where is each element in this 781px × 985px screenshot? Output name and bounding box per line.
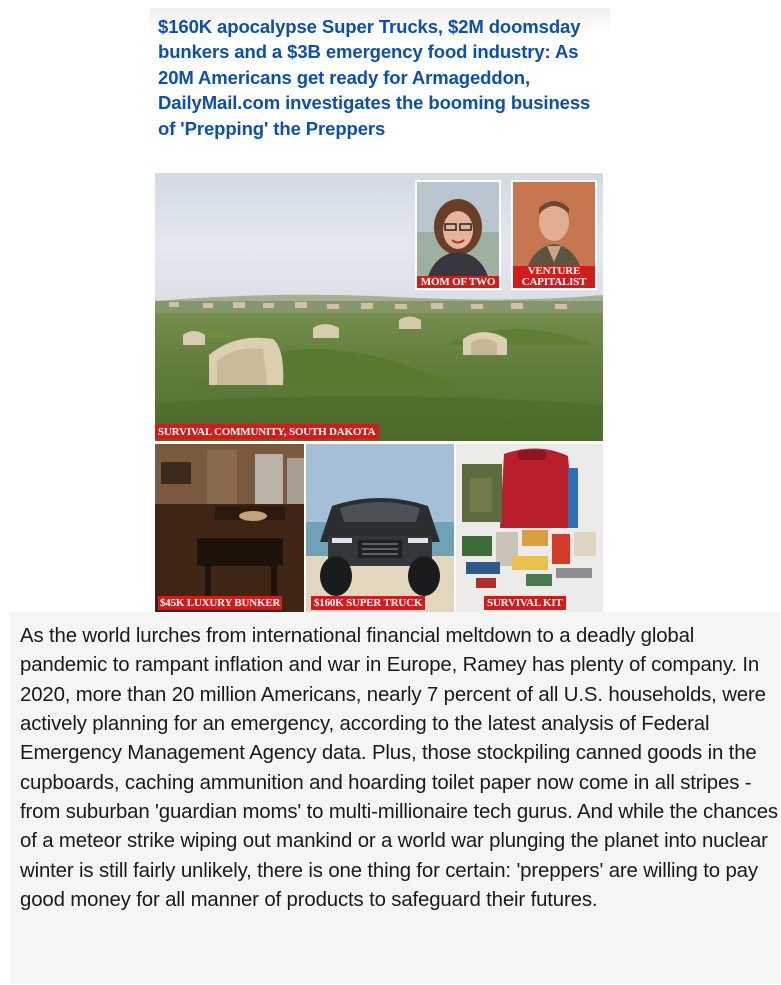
article-body-text: As the world lurches from international financial meltdown to a deadly global pandemic to rampant inflation and war in Europe, Ramey has plenty of company. In 2020, more than 20 million Americans, nearly 7 percent of all U.S. households, were actively planning for an emergency, according to the latest analysis of Federal Emergency Management Agency data. Plus, those stockpiling canned goods in the cupboards, caching ammunition and hoarding toilet paper now come in all stripes - from suburban 'guardian moms' to multi-millionaire tech gurus. And while the chances of a meteor strike wiping out mankind or a world war plunging the planet into nuclear winter is still fairly unlikely, there is one thing for certain: 'preppers' are willing to pay good money for all manner of products to safeguard their futures. <box>20 625 778 912</box>
headline-container <box>150 8 610 172</box>
survival-kit-photo <box>456 444 603 612</box>
venture-capitalist-caption <box>513 266 595 288</box>
bunker-interior-icon <box>155 444 304 612</box>
super-truck-caption: $160K SUPER TRUCK <box>311 596 425 610</box>
photo-row <box>155 444 603 612</box>
mom-of-two-portrait <box>415 180 501 290</box>
survival-community-caption: SURVIVAL COMMUNITY, SOUTH DAKOTA <box>155 424 379 439</box>
mom-of-two-caption: MOM OF TWO <box>417 276 499 288</box>
woman-portrait-icon <box>417 182 499 288</box>
survival-community-photo <box>155 173 603 441</box>
armored-truck-icon <box>306 444 454 612</box>
article-image-collage[interactable] <box>155 173 603 612</box>
survival-kit-caption: SURVIVAL KIT <box>484 596 566 610</box>
venture-caption-line2: CAPITALIST <box>521 276 587 288</box>
survival-kit-icon <box>456 444 603 612</box>
luxury-bunker-photo <box>155 444 304 612</box>
venture-capitalist-portrait <box>511 180 597 290</box>
venture-caption-line1: VENTURE <box>527 265 581 277</box>
article-excerpt <box>10 612 780 984</box>
super-truck-photo <box>306 444 454 612</box>
article-headline-link[interactable]: $160K apocalypse Super Trucks, $2M doomsday bunkers and a $3B emergency food industry: As 20M Americans get ready for Armageddon, DailyMail.com investigates the booming business of 'Prepping' the Preppers <box>158 16 591 139</box>
luxury-bunker-caption: $45K LUXURY BUNKER <box>160 597 281 609</box>
